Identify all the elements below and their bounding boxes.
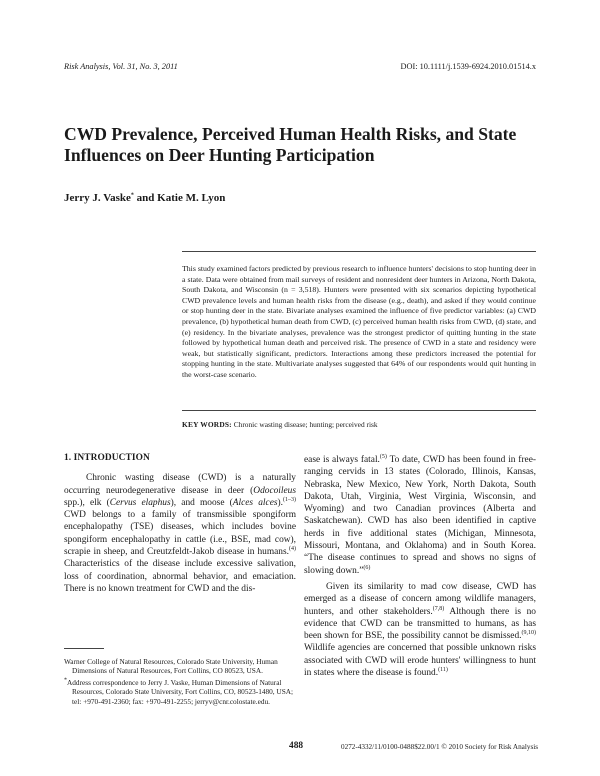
title-line-2: Influences on Deer Hunting Participation bbox=[64, 145, 375, 165]
citation-marker[interactable]: (5) bbox=[379, 453, 387, 460]
journal-citation: Risk Analysis, Vol. 31, No. 3, 2011 bbox=[64, 62, 178, 71]
text-run: Although there is no evidence that CWD can be transmitted to humans, as has been shown for BSE, the possibility cannot be dismissed. bbox=[304, 606, 536, 642]
correspondence-footnote bbox=[64, 678, 296, 706]
text-run: CWD belongs to a family of transmissible spongiform encephalopathy (TSE) diseases, which includes bovine spongiform encephalopathy in cattle (i.e., BSE, mad cow), scrapie in sheep, and Creutzfeldt-Jakob disease in humans. bbox=[64, 510, 296, 558]
text-run: Given its similarity to mad cow disease, CWD has emerged as a disease of concern among wildlife managers, hunters, and other stakeholders. bbox=[304, 581, 536, 617]
citation-marker[interactable]: (9,10) bbox=[521, 630, 536, 637]
abstract-text: This study examined factors predicted by previous research to influence hunters' decisions to stop hunting deer in a state. Data were obtained from mail surveys of resident and nonresident deer hunters in Arizona, North Dakota, South Dakota, and Wisconsin (n = 3,518). Hunters were presented with six scenarios depicting hypothetical CWD prevalence levels and human health risks from the disease (e.g., death), and asked if they would continue or stop hunting deer in the state. Bivariate analyses examined the influence of five predictor variables: (a) CWD prevalence, (b) hypothetical human death from CWD, (c) perceived human health risks from CWD, (d) state, and (e) residency. In the bivariate analyses, prevalence was the strongest predictor of quitting hunting in the state followed by hypothetical human death and perceived risk. The presence of CWD in a state and residency were weak, but statistically significant, predictors. Interactions among these predictors increased the potential for stopping hunting in the state. Multivariate analyses suggested that 64% of our respondents would quit hunting in the worst-case scenario. bbox=[182, 264, 536, 379]
text-run: ), and moose ( bbox=[170, 497, 233, 508]
copyright-line: 0272-4332/11/0100-0488$22.00/1 © 2010 Society for Risk Analysis bbox=[341, 743, 539, 751]
affiliation-footnote: Warner College of Natural Resources, Colorado State University, Human Dimensions of Natural Resources, Fort Collins, CO 80523, USA. bbox=[64, 657, 278, 676]
body-paragraph bbox=[304, 581, 536, 679]
citation-marker[interactable]: (6) bbox=[363, 564, 371, 571]
correspondence-text[interactable]: Address correspondence to Jerry J. Vaske, Human Dimensions of Natural Resources, Colorado State University, Fort Collins, CO, 80523-1480, USA; tel: +970-491-2360; fax: +970-491-2255; jerryv@cnr.colostate.edu. bbox=[67, 677, 294, 706]
text-run: Characteristics of the disease include excessive salivation, loss of coordination, abnormal behavior, and emaciation. There is no known treatment for CWD and the dis- bbox=[64, 559, 296, 594]
text-run: Wildlife agencies are concerned that possible unknown risks associated with CWD will erode hunters' willingness to hunt in states where the disease is found. bbox=[304, 643, 536, 679]
citation-marker[interactable]: (7,8) bbox=[432, 605, 445, 612]
body-column-left bbox=[64, 452, 296, 595]
body-paragraph-continued bbox=[304, 454, 536, 577]
species-name: Odocoileus bbox=[253, 485, 296, 496]
citation-marker[interactable]: (11) bbox=[438, 666, 448, 673]
text-run: Chronic wasting disease (CWD) is a naturally occurring neurodegenerative disease in deer ( bbox=[64, 473, 296, 496]
author-name: Katie M. Lyon bbox=[157, 192, 226, 204]
citation-marker[interactable]: (4) bbox=[289, 545, 296, 552]
author-conjunction: and bbox=[133, 192, 158, 204]
section-heading: 1. INTRODUCTION bbox=[64, 453, 150, 463]
citation-marker[interactable]: (1–3) bbox=[282, 496, 296, 503]
keywords-text: Chronic wasting disease; hunting; perceived risk bbox=[233, 420, 378, 429]
abstract-top-rule bbox=[182, 251, 536, 252]
footnote-rule bbox=[64, 648, 104, 649]
text-run: To date, CWD has been found in free-ranging cervids in 13 states (Colorado, Illinois, Kansas, Nebraska, New Mexico, New York, North Dakota, South Dakota, Utah, Virginia, West Virginia, Wisconsin, and Wyoming) and two Canadian provinces (Alberta and Saskatchewan). CWD has also been identified in captive herds in five additional states (Michigan, Minnesota, Missouri, Montana, and Oklahoma) and in South Korea. “The disease continues to spread and shows no signs of slowing down.” bbox=[304, 455, 536, 576]
doi-line[interactable]: DOI: 10.1111/j.1539-6924.2010.01514.x bbox=[400, 62, 536, 71]
author-name: Jerry J. Vaske bbox=[64, 192, 131, 204]
species-name: Alces alces bbox=[232, 497, 278, 508]
author-footnote-mark: * bbox=[130, 192, 134, 199]
text-run: spp.), elk ( bbox=[64, 497, 110, 508]
abstract-bottom-rule bbox=[182, 410, 536, 411]
species-name: Cervus elaphus bbox=[109, 497, 171, 508]
author-list bbox=[64, 192, 225, 204]
text-run: ease is always fatal. bbox=[304, 455, 380, 465]
footnotes bbox=[64, 657, 296, 708]
footnote-mark: * bbox=[64, 677, 67, 684]
page-number: 488 bbox=[289, 741, 304, 751]
article-title bbox=[64, 124, 544, 166]
text-run: ). bbox=[277, 497, 283, 508]
keywords-line bbox=[182, 420, 378, 429]
body-paragraph bbox=[64, 472, 296, 595]
keywords-label: KEY WORDS: bbox=[182, 420, 232, 429]
body-column-right bbox=[304, 454, 536, 679]
title-line-1: CWD Prevalence, Perceived Human Health Risks, and State bbox=[64, 124, 517, 144]
